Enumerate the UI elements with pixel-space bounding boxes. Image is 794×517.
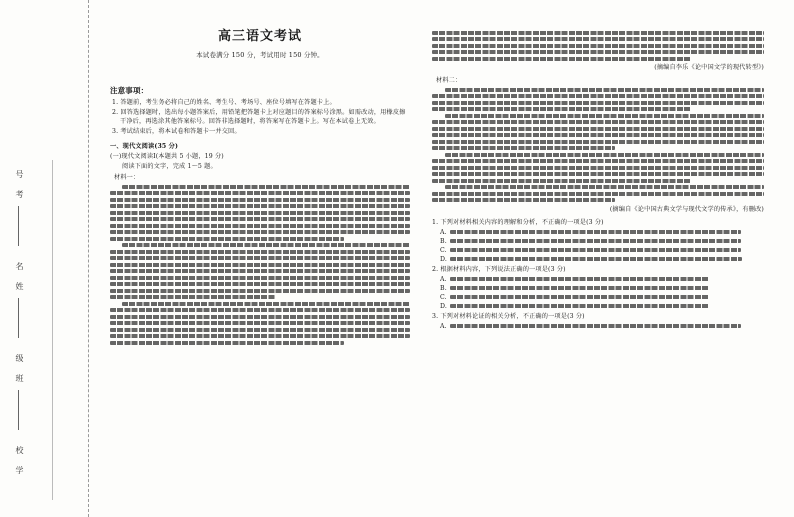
instruction: 阅读下面的文字，完成 1～5 题。 [122,163,217,170]
binding-label: 班 [15,374,24,383]
option-label: C. [440,246,447,254]
binding-line [18,298,19,338]
left-column [110,28,410,347]
binding-label: 学 [15,466,24,475]
question-2: 2. 根据材料内容，下列说法正确的一项是(3 分) [432,265,566,273]
option-label: A. [440,275,447,283]
binding-line [18,206,19,246]
option [440,293,764,302]
binding-label: 级 [15,354,24,363]
notice-item: 3. 考试结束后，将本试卷和答题卡一并交回。 [112,128,241,135]
source-citation: (摘编自《论中国古典文学与现代文学的传承》，有删改) [609,205,764,213]
option [440,255,764,264]
material-label: 材料二： [436,77,462,84]
binding-label: 号 [15,170,24,179]
option [440,275,764,284]
question-1: 1. 下列对材料相关内容的理解和分析，不正确的一项是(3 分) [432,218,604,226]
option-label: A. [440,322,447,330]
notice-heading: 注意事项： [110,86,149,95]
option-label: B. [440,284,447,292]
option-label: D. [440,302,448,310]
option [440,322,764,331]
option [440,284,764,293]
passage-text-continued [432,31,764,61]
binding-label: 姓 [15,282,24,291]
binding-label: 名 [15,262,24,271]
binding-label: 考 [15,190,24,199]
notice-item: 1. 答题前，考生务必将自己的姓名、考生号、考场号、座位号填写在答题卡上。 [112,99,336,106]
subsection-heading: (一)现代文阅读Ⅰ(本题共 5 小题，19 分) [110,153,224,160]
material-label: 材料一： [114,174,140,181]
notice-item: 2. 回答选择题时，选出每小题答案后，用铅笔把答题卡上对应题目的答案标号涂黑。如需改动，用橡皮擦干净后，再选涂其他答案标号。回答非选择题时，将答案写在答题卡上。写在本试卷上无效。 [112,109,406,125]
option [440,246,764,255]
passage-text [432,88,764,203]
option [440,237,764,246]
option-label: A. [440,228,447,236]
source-citation: (摘编自李乐《论中国文学的现代转型》) [654,64,764,71]
binding-margin [0,0,89,517]
option-label: B. [440,237,447,245]
binding-label: 校 [15,446,24,455]
passage-text [110,185,410,345]
binding-line [18,390,19,430]
question-3: 3. 下列对材料论证的相关分析，不正确的一项是(3 分) [432,312,585,320]
option [440,228,764,237]
option-label: C. [440,293,447,301]
option-label: D. [440,255,448,263]
exam-title: 高三语文考试 [217,29,302,44]
binding-divider [52,160,53,500]
exam-subtitle: 本试卷满分 150 分，考试用时 150 分钟。 [196,51,324,59]
section-heading: 一、现代文阅读(35 分) [110,143,179,150]
right-column [432,28,764,331]
option [440,302,764,311]
